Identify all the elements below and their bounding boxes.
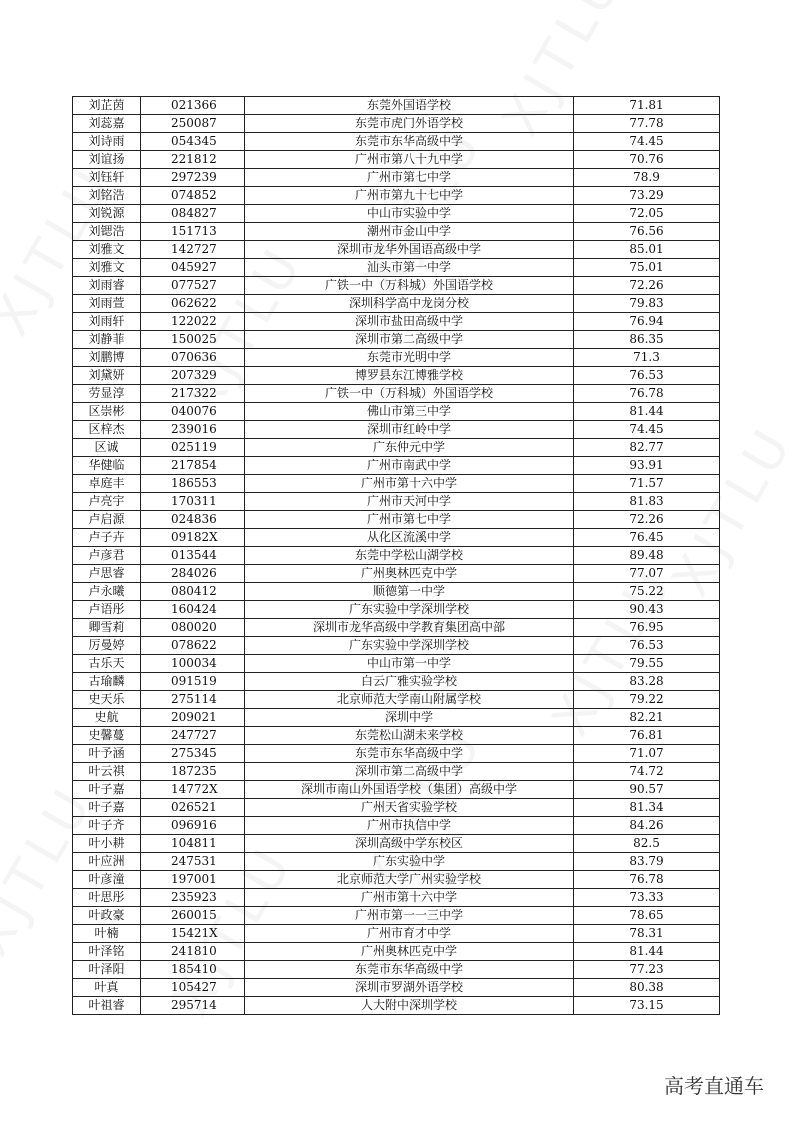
table-row <box>73 907 720 925</box>
student-name-cell: 叶祖睿 <box>73 997 141 1015</box>
table-row <box>73 961 720 979</box>
school-name-cell: 广州市第七中学 <box>245 169 574 187</box>
student-name-cell: 史航 <box>73 709 141 727</box>
table-row <box>73 547 720 565</box>
school-name-cell: 广州市第一一三中学 <box>245 907 574 925</box>
school-name-cell: 潮州市金山中学 <box>245 223 574 241</box>
score-cell: 77.78 <box>574 115 720 133</box>
school-name-cell: 广州市第十六中学 <box>245 475 574 493</box>
school-name-cell: 深圳科学高中龙岗分校 <box>245 295 574 313</box>
table-row <box>73 277 720 295</box>
student-id-cell: 142727 <box>141 241 245 259</box>
student-name-cell: 叶予涵 <box>73 745 141 763</box>
table-row <box>73 529 720 547</box>
student-name-cell: 劳显淳 <box>73 385 141 403</box>
student-id-cell: 084827 <box>141 205 245 223</box>
table-row <box>73 781 720 799</box>
student-id-cell: 054345 <box>141 133 245 151</box>
student-id-cell: 187235 <box>141 763 245 781</box>
table-row <box>73 511 720 529</box>
student-id-cell: 221812 <box>141 151 245 169</box>
table-row <box>73 601 720 619</box>
student-name-cell: 叶泽铭 <box>73 943 141 961</box>
student-name-cell: 卢子卉 <box>73 529 141 547</box>
table-row <box>73 853 720 871</box>
student-id-cell: 247531 <box>141 853 245 871</box>
table-row <box>73 223 720 241</box>
student-name-cell: 卢语彤 <box>73 601 141 619</box>
student-name-cell: 卢彦君 <box>73 547 141 565</box>
student-id-cell: 062622 <box>141 295 245 313</box>
score-cell: 79.55 <box>574 655 720 673</box>
score-cell: 74.72 <box>574 763 720 781</box>
student-id-cell: 045927 <box>141 259 245 277</box>
student-name-cell: 史天乐 <box>73 691 141 709</box>
student-id-cell: 160424 <box>141 601 245 619</box>
student-name-cell: 区诚 <box>73 439 141 457</box>
score-cell: 75.01 <box>574 259 720 277</box>
student-id-cell: 080020 <box>141 619 245 637</box>
school-name-cell: 白云广雅实验学校 <box>245 673 574 691</box>
student-id-cell: 070636 <box>141 349 245 367</box>
score-cell: 76.78 <box>574 385 720 403</box>
student-id-cell: 09182X <box>141 529 245 547</box>
score-cell: 71.81 <box>574 97 720 115</box>
school-name-cell: 深圳中学 <box>245 709 574 727</box>
school-name-cell: 深圳高级中学东校区 <box>245 835 574 853</box>
table-row <box>73 673 720 691</box>
school-name-cell: 东莞市虎门外语学校 <box>245 115 574 133</box>
school-name-cell: 广州奥林匹克中学 <box>245 943 574 961</box>
table-row <box>73 583 720 601</box>
student-id-cell: 122022 <box>141 313 245 331</box>
student-id-cell: 021366 <box>141 97 245 115</box>
table-row <box>73 439 720 457</box>
score-cell: 76.53 <box>574 637 720 655</box>
table-row <box>73 403 720 421</box>
table-row <box>73 115 720 133</box>
student-name-cell: 叶泽阳 <box>73 961 141 979</box>
school-name-cell: 深圳市龙华高级中学教育集团高中部 <box>245 619 574 637</box>
table-row <box>73 817 720 835</box>
student-name-cell: 刘雅文 <box>73 259 141 277</box>
school-name-cell: 广铁一中（万科城）外国语学校 <box>245 277 574 295</box>
school-name-cell: 从化区流溪中学 <box>245 529 574 547</box>
table-row <box>73 655 720 673</box>
student-id-cell: 275345 <box>141 745 245 763</box>
student-id-cell: 197001 <box>141 871 245 889</box>
student-id-cell: 151713 <box>141 223 245 241</box>
student-name-cell: 刘鹏博 <box>73 349 141 367</box>
table-row <box>73 637 720 655</box>
score-cell: 71.3 <box>574 349 720 367</box>
student-id-cell: 026521 <box>141 799 245 817</box>
student-name-cell: 卢永曦 <box>73 583 141 601</box>
score-cell: 73.29 <box>574 187 720 205</box>
score-cell: 81.34 <box>574 799 720 817</box>
student-id-cell: 217322 <box>141 385 245 403</box>
student-id-cell: 247727 <box>141 727 245 745</box>
score-cell: 76.81 <box>574 727 720 745</box>
school-name-cell: 东莞外国语学校 <box>245 97 574 115</box>
table-row <box>73 97 720 115</box>
score-cell: 81.83 <box>574 493 720 511</box>
student-id-cell: 207329 <box>141 367 245 385</box>
school-name-cell: 广州市南武中学 <box>245 457 574 475</box>
table-row <box>73 349 720 367</box>
table-row <box>73 331 720 349</box>
score-cell: 75.22 <box>574 583 720 601</box>
student-name-cell: 刘锶浩 <box>73 223 141 241</box>
table-row <box>73 565 720 583</box>
student-name-cell: 卢思睿 <box>73 565 141 583</box>
student-name-cell: 史馨蔓 <box>73 727 141 745</box>
score-cell: 76.95 <box>574 619 720 637</box>
student-name-cell: 古乐天 <box>73 655 141 673</box>
student-name-cell: 叶应洲 <box>73 853 141 871</box>
student-id-cell: 284026 <box>141 565 245 583</box>
score-cell: 71.07 <box>574 745 720 763</box>
student-name-cell: 叶小耕 <box>73 835 141 853</box>
school-name-cell: 深圳市红岭中学 <box>245 421 574 439</box>
score-cell: 90.43 <box>574 601 720 619</box>
table-row <box>73 385 720 403</box>
school-name-cell: 广州市第七中学 <box>245 511 574 529</box>
score-cell: 81.44 <box>574 943 720 961</box>
student-name-cell: 叶真 <box>73 979 141 997</box>
student-name-cell: 刘雨轩 <box>73 313 141 331</box>
student-id-cell: 013544 <box>141 547 245 565</box>
score-cell: 78.31 <box>574 925 720 943</box>
school-name-cell: 东莞市光明中学 <box>245 349 574 367</box>
student-name-cell: 刘诗雨 <box>73 133 141 151</box>
student-id-cell: 295714 <box>141 997 245 1015</box>
score-cell: 74.45 <box>574 133 720 151</box>
student-id-cell: 096916 <box>141 817 245 835</box>
student-id-cell: 040076 <box>141 403 245 421</box>
score-cell: 79.22 <box>574 691 720 709</box>
school-name-cell: 广州市天河中学 <box>245 493 574 511</box>
table-row <box>73 187 720 205</box>
student-id-cell: 186553 <box>141 475 245 493</box>
score-cell: 89.48 <box>574 547 720 565</box>
score-cell: 80.38 <box>574 979 720 997</box>
student-id-cell: 024836 <box>141 511 245 529</box>
student-id-cell: 080412 <box>141 583 245 601</box>
score-cell: 76.45 <box>574 529 720 547</box>
table-row <box>73 619 720 637</box>
school-name-cell: 深圳市盐田高级中学 <box>245 313 574 331</box>
school-name-cell: 深圳市罗湖外语学校 <box>245 979 574 997</box>
school-name-cell: 广州市执信中学 <box>245 817 574 835</box>
student-name-cell: 刘雅文 <box>73 241 141 259</box>
school-name-cell: 广东实验中学 <box>245 853 574 871</box>
brand-label: 高考直通车 <box>664 1074 764 1098</box>
school-name-cell: 中山市第一中学 <box>245 655 574 673</box>
student-name-cell: 刘静菲 <box>73 331 141 349</box>
student-name-cell: 刘锐源 <box>73 205 141 223</box>
score-cell: 86.35 <box>574 331 720 349</box>
table-row <box>73 709 720 727</box>
student-name-cell: 卢启源 <box>73 511 141 529</box>
score-cell: 83.79 <box>574 853 720 871</box>
table-row <box>73 133 720 151</box>
school-name-cell: 广东实验中学深圳学校 <box>245 637 574 655</box>
school-name-cell: 广州奥林匹克中学 <box>245 565 574 583</box>
student-id-cell: 275114 <box>141 691 245 709</box>
school-name-cell: 广铁一中（万科城）外国语学校 <box>245 385 574 403</box>
table-row <box>73 313 720 331</box>
student-name-cell: 叶彦潼 <box>73 871 141 889</box>
score-cell: 77.23 <box>574 961 720 979</box>
table-row <box>73 889 720 907</box>
student-name-cell: 区梓杰 <box>73 421 141 439</box>
score-cell: 74.45 <box>574 421 720 439</box>
student-name-cell: 区崇彬 <box>73 403 141 421</box>
score-cell: 76.56 <box>574 223 720 241</box>
student-id-cell: 150025 <box>141 331 245 349</box>
school-name-cell: 深圳市第二高级中学 <box>245 331 574 349</box>
score-cell: 76.78 <box>574 871 720 889</box>
student-id-cell: 104811 <box>141 835 245 853</box>
score-cell: 77.07 <box>574 565 720 583</box>
school-name-cell: 深圳市龙华外国语高级中学 <box>245 241 574 259</box>
table-row <box>73 925 720 943</box>
table-row <box>73 367 720 385</box>
score-cell: 78.9 <box>574 169 720 187</box>
student-name-cell: 华健临 <box>73 457 141 475</box>
school-name-cell: 深圳市南山外国语学校（集团）高级中学 <box>245 781 574 799</box>
student-id-cell: 105427 <box>141 979 245 997</box>
score-cell: 84.26 <box>574 817 720 835</box>
school-name-cell: 东莞市东华高级中学 <box>245 961 574 979</box>
table-row <box>73 691 720 709</box>
score-cell: 76.94 <box>574 313 720 331</box>
student-name-cell: 刘雨睿 <box>73 277 141 295</box>
student-id-cell: 078622 <box>141 637 245 655</box>
student-id-cell: 091519 <box>141 673 245 691</box>
student-name-cell: 刘雨萱 <box>73 295 141 313</box>
score-cell: 82.5 <box>574 835 720 853</box>
student-name-cell: 叶云祺 <box>73 763 141 781</box>
score-cell: 71.57 <box>574 475 720 493</box>
table-row <box>73 241 720 259</box>
school-name-cell: 东莞市东华高级中学 <box>245 745 574 763</box>
student-name-cell: 叶思彤 <box>73 889 141 907</box>
student-id-cell: 235923 <box>141 889 245 907</box>
student-id-cell: 217854 <box>141 457 245 475</box>
table-row <box>73 151 720 169</box>
table-row <box>73 871 720 889</box>
student-name-cell: 叶子齐 <box>73 817 141 835</box>
school-name-cell: 人大附中深圳学校 <box>245 997 574 1015</box>
school-name-cell: 深圳市第二高级中学 <box>245 763 574 781</box>
school-name-cell: 东莞松山湖未来学校 <box>245 727 574 745</box>
score-cell: 90.57 <box>574 781 720 799</box>
student-id-cell: 025119 <box>141 439 245 457</box>
student-id-cell: 185410 <box>141 961 245 979</box>
student-id-cell: 250087 <box>141 115 245 133</box>
school-name-cell: 广州市第十六中学 <box>245 889 574 907</box>
student-id-cell: 14772X <box>141 781 245 799</box>
student-name-cell: 刘铭浩 <box>73 187 141 205</box>
school-name-cell: 顺德第一中学 <box>245 583 574 601</box>
school-name-cell: 广州市第八十九中学 <box>245 151 574 169</box>
table-row <box>73 979 720 997</box>
score-cell: 79.83 <box>574 295 720 313</box>
student-id-cell: 209021 <box>141 709 245 727</box>
school-name-cell: 广东实验中学深圳学校 <box>245 601 574 619</box>
student-id-cell: 074852 <box>141 187 245 205</box>
student-id-cell: 239016 <box>141 421 245 439</box>
school-name-cell: 广州市育才中学 <box>245 925 574 943</box>
student-name-cell: 叶政豪 <box>73 907 141 925</box>
student-name-cell: 刘谊扬 <box>73 151 141 169</box>
table-row <box>73 169 720 187</box>
score-cell: 93.91 <box>574 457 720 475</box>
table-row <box>73 799 720 817</box>
school-name-cell: 广东仲元中学 <box>245 439 574 457</box>
table-row <box>73 475 720 493</box>
school-name-cell: 北京师范大学南山附属学校 <box>245 691 574 709</box>
table-row <box>73 997 720 1015</box>
score-cell: 72.05 <box>574 205 720 223</box>
school-name-cell: 广州市第九十七中学 <box>245 187 574 205</box>
table-body <box>73 97 720 1015</box>
school-name-cell: 东莞市东华高级中学 <box>245 133 574 151</box>
score-cell: 70.76 <box>574 151 720 169</box>
table-row <box>73 763 720 781</box>
score-cell: 83.28 <box>574 673 720 691</box>
student-id-cell: 100034 <box>141 655 245 673</box>
score-cell: 72.26 <box>574 277 720 295</box>
student-name-cell: 卿雪莉 <box>73 619 141 637</box>
student-id-cell: 241810 <box>141 943 245 961</box>
score-cell: 72.26 <box>574 511 720 529</box>
score-cell: 82.77 <box>574 439 720 457</box>
student-name-cell: 刘芷茵 <box>73 97 141 115</box>
table-row <box>73 205 720 223</box>
student-name-cell: 卓庭丰 <box>73 475 141 493</box>
table-row <box>73 727 720 745</box>
score-cell: 85.01 <box>574 241 720 259</box>
student-id-cell: 260015 <box>141 907 245 925</box>
student-name-cell: 刘黛妍 <box>73 367 141 385</box>
student-id-cell: 170311 <box>141 493 245 511</box>
student-name-cell: 厉曼婷 <box>73 637 141 655</box>
student-name-cell: 叶子嘉 <box>73 781 141 799</box>
student-name-cell: 刘钰轩 <box>73 169 141 187</box>
student-name-cell: 古瑜麟 <box>73 673 141 691</box>
school-name-cell: 北京师范大学广州实验学校 <box>245 871 574 889</box>
student-id-cell: 077527 <box>141 277 245 295</box>
student-id-cell: 15421X <box>141 925 245 943</box>
table-row <box>73 457 720 475</box>
table-row <box>73 943 720 961</box>
score-cell: 81.44 <box>574 403 720 421</box>
school-name-cell: 佛山市第三中学 <box>245 403 574 421</box>
table-row <box>73 421 720 439</box>
school-name-cell: 中山市实验中学 <box>245 205 574 223</box>
school-name-cell: 汕头市第一中学 <box>245 259 574 277</box>
school-name-cell: 博罗县东江博雅学校 <box>245 367 574 385</box>
school-name-cell: 广州天省实验学校 <box>245 799 574 817</box>
score-cell: 73.15 <box>574 997 720 1015</box>
score-cell: 78.65 <box>574 907 720 925</box>
student-id-cell: 297239 <box>141 169 245 187</box>
table-row <box>73 259 720 277</box>
student-name-cell: 叶子嘉 <box>73 799 141 817</box>
score-cell: 73.33 <box>574 889 720 907</box>
student-name-cell: 卢亮宇 <box>73 493 141 511</box>
student-name-cell: 刘蕊嘉 <box>73 115 141 133</box>
table-row <box>73 493 720 511</box>
table-row <box>73 745 720 763</box>
score-cell: 76.53 <box>574 367 720 385</box>
score-cell: 82.21 <box>574 709 720 727</box>
admission-score-table <box>72 96 720 1015</box>
table-row <box>73 295 720 313</box>
table-row <box>73 835 720 853</box>
student-name-cell: 叶楠 <box>73 925 141 943</box>
school-name-cell: 东莞中学松山湖学校 <box>245 547 574 565</box>
